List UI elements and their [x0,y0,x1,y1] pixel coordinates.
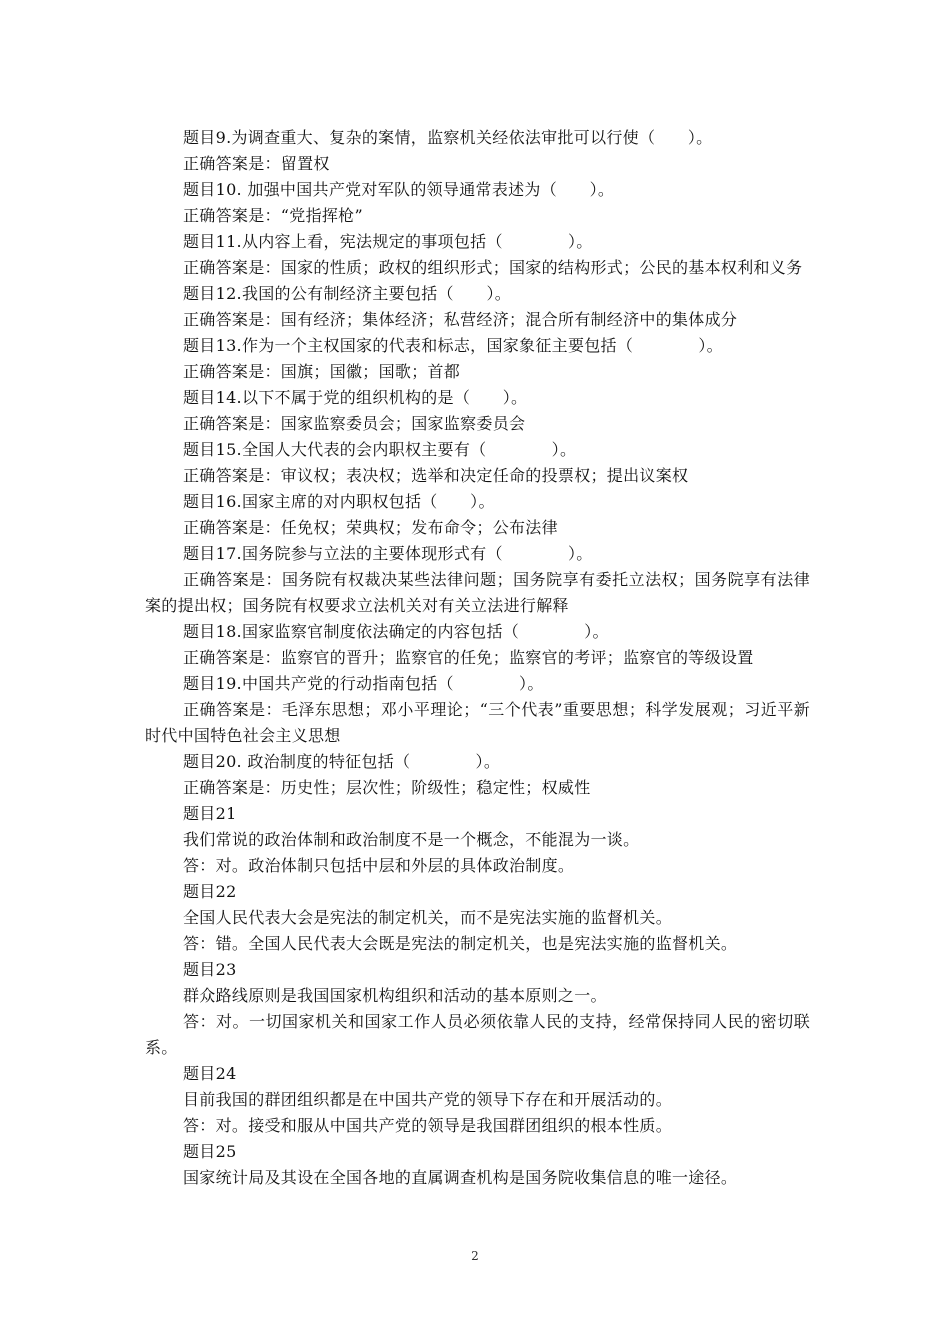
answer-11: 正确答案是：国家的性质；政权的组织形式；国家的结构形式；公民的基本权利和义务 [183,258,803,277]
question-25-label: 题目25 [183,1142,237,1161]
question-20: 题目20. 政治制度的特征包括（ ）。 [183,752,501,771]
answer-19: 正确答案是：毛泽东思想；邓小平理论；“三个代表”重要思想；科学发展观；习近平新时代中国特色社会主义思想 [145,700,810,745]
question-23-statement: 群众路线原则是我国国家机构组织和活动的基本原则之一。 [183,986,607,1005]
question-23-label: 题目23 [183,960,237,979]
question-21-label: 题目21 [183,804,237,823]
question-17: 题目17.国务院参与立法的主要体现形式有（ ）。 [183,544,593,563]
answer-22: 答：错。全国人民代表大会既是宪法的制定机关，也是宪法实施的监督机关。 [183,934,738,953]
document-body [145,125,810,1191]
question-24-statement: 目前我国的群团组织都是在中国共产党的领导下存在和开展活动的。 [183,1090,673,1109]
question-9: 题目9.为调查重大、复杂的案情，监察机关经依法审批可以行使（ ）。 [183,128,713,147]
answer-18: 正确答案是：监察官的晋升；监察官的任免；监察官的考评；监察官的等级设置 [183,648,754,667]
question-12: 题目12.我国的公有制经济主要包括（ ）。 [183,284,512,303]
answer-21: 答：对。政治体制只包括中层和外层的具体政治制度。 [183,856,575,875]
answer-23: 答：对。一切国家机关和国家工作人员必须依靠人民的支持，经常保持同人民的密切联系。 [145,1012,810,1057]
question-16: 题目16.国家主席的对内职权包括（ ）。 [183,492,495,511]
question-15: 题目15.全国人大代表的会内职权主要有（ ）。 [183,440,577,459]
answer-12: 正确答案是：国有经济；集体经济；私营经济；混合所有制经济中的集体成分 [183,310,738,329]
question-13: 题目13.作为一个主权国家的代表和标志，国家象征主要包括（ ）。 [183,336,723,355]
page-number: 2 [471,1249,479,1263]
question-18: 题目18.国家监察官制度依法确定的内容包括（ ）。 [183,622,609,641]
answer-15: 正确答案是：审议权；表决权；选举和决定任命的投票权；提出议案权 [183,466,689,485]
question-22-label: 题目22 [183,882,237,901]
answer-16: 正确答案是：任免权；荣典权；发布命令；公布法律 [183,518,558,537]
answer-14: 正确答案是：国家监察委员会；国家监察委员会 [183,414,526,433]
question-25-statement: 国家统计局及其设在全国各地的直属调查机构是国务院收集信息的唯一途径。 [183,1168,738,1187]
answer-10: 正确答案是：“党指挥枪” [183,206,363,225]
question-22-statement: 全国人民代表大会是宪法的制定机关，而不是宪法实施的监督机关。 [183,908,673,927]
question-19: 题目19.中国共产党的行动指南包括（ ）。 [183,674,544,693]
question-10: 题目10. 加强中国共产党对军队的领导通常表述为（ ）。 [183,180,615,199]
question-11: 题目11.从内容上看，宪法规定的事项包括（ ）。 [183,232,593,251]
answer-24: 答：对。接受和服从中国共产党的领导是我国群团组织的根本性质。 [183,1116,673,1135]
question-24-label: 题目24 [183,1064,237,1083]
answer-17: 正确答案是：国务院有权裁决某些法律问题；国务院享有委托立法权；国务院享有法律案的提出权；国务院有权要求立法机关对有关立法进行解释 [145,570,810,615]
question-21-statement: 我们常说的政治体制和政治制度不是一个概念，不能混为一谈。 [183,830,640,849]
question-14: 题目14.以下不属于党的组织机构的是（ ）。 [183,388,528,407]
answer-9: 正确答案是：留置权 [183,154,330,173]
answer-20: 正确答案是：历史性；层次性；阶级性；稳定性；权威性 [183,778,591,797]
answer-13: 正确答案是：国旗；国徽；国歌；首都 [183,362,461,381]
